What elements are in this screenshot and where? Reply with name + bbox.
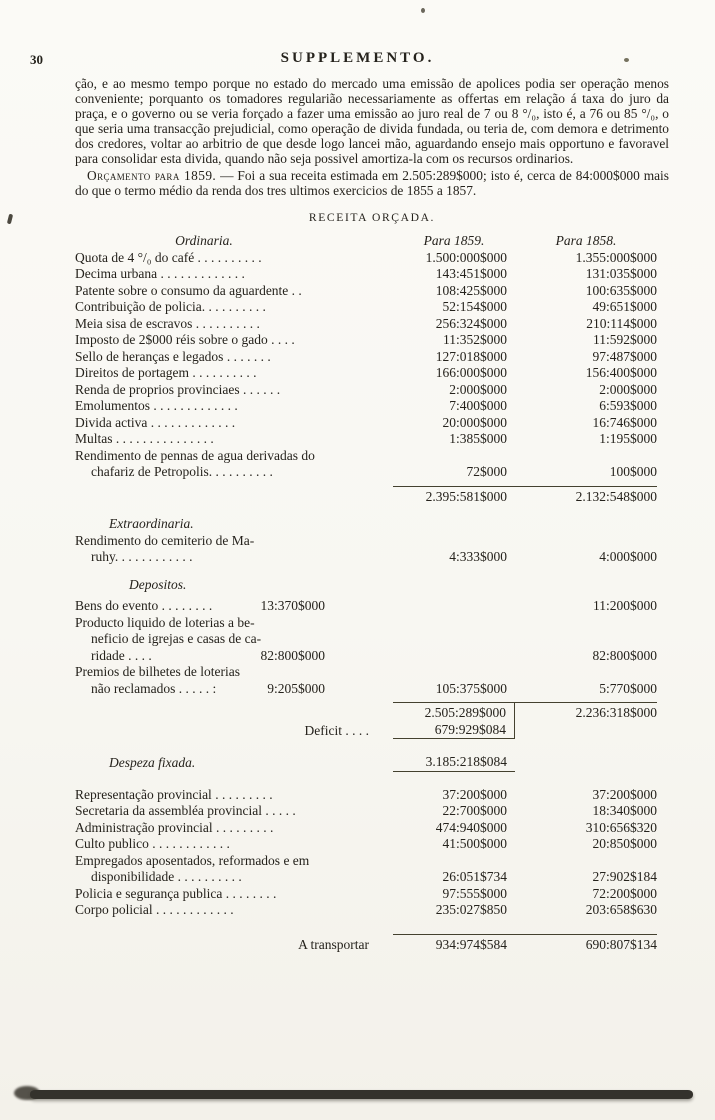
row-label <box>75 598 325 615</box>
row-label-line1: Empregados aposentados, reformados e em <box>75 852 310 868</box>
row-label-line1: Rendimento do cemiterio de Ma- <box>75 532 255 548</box>
row-label <box>75 533 393 566</box>
table-row <box>75 431 669 448</box>
amount-1858: 82:800$000 <box>592 647 657 663</box>
amount-1859: 37:200$000 <box>442 786 507 802</box>
section-heading-depositos <box>75 577 669 594</box>
amount-1858: 1.355:000$000 <box>575 249 657 265</box>
amount-1858: 310:656$320 <box>585 819 657 835</box>
amount-1858: 20:850$000 <box>592 836 657 851</box>
table-row <box>75 266 669 283</box>
row-label: Emolumentos . . . . . . . . . . . . . <box>75 398 238 413</box>
row-label: Renda de proprios provinciaes . . . . . . <box>75 381 281 397</box>
orcamento-paragraph <box>75 168 669 198</box>
amount-1859: 97:555$000 <box>442 885 507 901</box>
table-row <box>75 349 669 366</box>
row-label <box>75 615 325 665</box>
row-label-line2: ruhy. . . . . . . . . . . . <box>91 549 193 564</box>
row-label-line1: Producto liquido de loterias a be- <box>75 614 255 630</box>
total-1858: 2.236:318$000 <box>515 702 657 722</box>
amount-1858: 203:658$630 <box>585 902 657 917</box>
row-label <box>75 448 393 481</box>
page-content <box>75 76 669 953</box>
scan-speck <box>624 58 629 62</box>
section-heading-label: Extraordinaria. <box>109 516 194 531</box>
amount-1859: 4:333$000 <box>449 549 507 564</box>
table-row <box>75 836 669 853</box>
table-row <box>75 615 669 665</box>
transport-1858: 690:807$134 <box>515 934 657 954</box>
amount-1858: 37:200$000 <box>592 786 657 802</box>
amount-1859: 1.500:000$000 <box>425 249 507 265</box>
amount-1859: 11:352$000 <box>443 332 507 347</box>
row-label: Imposto de 2$000 réis sobre o gado . . . . <box>75 332 295 347</box>
amount-1858: 97:487$000 <box>592 348 657 364</box>
transport-label: A transportar <box>298 936 369 952</box>
row-label <box>75 853 393 886</box>
amount-1858: 72:200$000 <box>592 885 657 901</box>
amount-1859: 52:154$000 <box>442 299 507 314</box>
section-title-receita-orcada: RECEITA ORÇADA. <box>308 211 436 224</box>
subtotal-row <box>75 486 669 506</box>
budget-table <box>75 233 669 953</box>
deposit-amount: 13:370$000 <box>260 598 325 613</box>
amount-1858: 11:200$000 <box>593 598 657 613</box>
table-row <box>75 902 669 919</box>
row-label: Corpo policial . . . . . . . . . . . . <box>75 902 234 917</box>
amount-1859: 235:027$850 <box>435 902 507 917</box>
despeza-total: 3.185:218$084 <box>393 754 515 772</box>
table-row <box>75 886 669 903</box>
amount-1858: 16:746$000 <box>592 414 657 430</box>
subtotal-1859: 2.395:581$000 <box>393 486 515 506</box>
amount-1858: 100$000 <box>609 464 657 479</box>
scan-bottom-edge <box>30 1090 693 1099</box>
row-label-line1: Premios de bilhetes de loterias <box>75 664 240 679</box>
intro-paragraph: ção, e ao mesmo tempo porque no estado do mercado uma emissão de apolices podia ser operação menos conveniente; porquanto os tomadores regularião necessariamente as offertas em relação á taxa do juro da praça, e o governo ou se veria forçado a fazer uma emissão ao juro real de 7 ou 8 °/₀, isto é, a 76 ou 85 °/₀, o que seria uma transacção prejudicial, como operação de divida fundada, ou teria de, com demora e detrimento dos credores, voltar ao arbitrio de que desde logo lancei mão, aguardando ensejo mais opportuno e favoravel para consolidar esta divida, quando não seja possivel amortiza-la com os recursos ordinarios. <box>75 76 669 166</box>
amount-1859: 7:400$000 <box>449 398 507 413</box>
deposit-amount: 82:800$000 <box>260 647 325 663</box>
amount-1859: 26:051$734 <box>442 869 507 884</box>
amount-1858: 100:635$000 <box>585 282 657 298</box>
deficit-label: Deficit . . . . <box>304 722 369 738</box>
row-label: Secretaria da assembléa provincial . . . . . <box>75 803 296 818</box>
amount-1858: 156:400$000 <box>585 365 657 380</box>
scan-speck <box>7 214 13 225</box>
total-row <box>75 702 669 722</box>
transport-1859: 934:974$584 <box>393 934 515 954</box>
page-number: 30 <box>30 52 43 67</box>
amount-1858: 131:035$000 <box>585 266 657 281</box>
amount-1858: 49:651$000 <box>592 299 657 314</box>
despeza-header-row <box>75 754 669 772</box>
table-row <box>75 316 669 333</box>
amount-1859: 72$000 <box>466 464 507 479</box>
amount-1858: 2:000$000 <box>599 381 657 397</box>
section-heading-extraordinaria <box>75 516 669 533</box>
transport-row <box>75 934 669 954</box>
table-row <box>75 820 669 837</box>
table-header-row <box>75 233 669 250</box>
section-heading-label: Depositos. <box>129 576 187 592</box>
row-label: Administração provincial . . . . . . . . . <box>75 819 274 835</box>
row-label: Patente sobre o consumo da aguardente . . <box>75 282 302 298</box>
amount-1859: 143:451$000 <box>435 266 507 281</box>
row-label: Policia e segurança publica . . . . . . . . <box>75 885 277 901</box>
total-1859: 2.505:289$000 <box>393 702 515 722</box>
amount-1859: 108:425$000 <box>435 282 507 298</box>
table-row <box>75 853 669 886</box>
amount-1859: 105:375$000 <box>435 680 507 696</box>
row-label-line2: neficio de igrejas e casas de ca- <box>91 631 262 646</box>
table-row <box>75 598 669 615</box>
deposit-amount: 9:205$000 <box>267 680 325 696</box>
table-row <box>75 398 669 415</box>
amount-1858: 210:114$000 <box>586 315 657 331</box>
amount-1858: 18:340$000 <box>592 803 657 818</box>
deficit-value: 679:929$084 <box>393 722 515 740</box>
row-label-line2: chafariz de Petropolis. . . . . . . . . . <box>91 464 273 479</box>
amount-1859: 20:000$000 <box>442 414 507 430</box>
row-label <box>75 664 325 697</box>
amount-1859: 41:500$000 <box>442 836 507 851</box>
row-label: Quota de 4 °/₀ do café . . . . . . . . . . <box>75 249 262 265</box>
row-label-line2: não reclamados . . . . . : <box>91 680 217 696</box>
table-row <box>75 664 669 697</box>
table-row <box>75 332 669 349</box>
row-label: Sello de heranças e legados . . . . . . . <box>75 348 271 364</box>
row-label-line2: disponibilidade . . . . . . . . . . <box>91 869 242 884</box>
table-row <box>75 382 669 399</box>
amount-1859: 256:324$000 <box>435 315 507 331</box>
orcamento-text: — Foi a sua receita estimada em 2.505:289$000; isto é, cerca de 84:000$000 mais do que o termo médio da renda dos tres ultimos exercicios de 1855 a 1857. <box>75 168 669 198</box>
table-row <box>75 415 669 432</box>
row-label: Divida activa . . . . . . . . . . . . . <box>75 414 236 430</box>
section-heading-despeza: Despeza fixada. <box>109 755 196 770</box>
row-label-line1: Rendimento de pennas de agua derivadas do <box>75 447 315 463</box>
row-label-line3: ridade . . . . <box>91 647 152 663</box>
table-row <box>75 533 669 566</box>
table-row <box>75 365 669 382</box>
amount-1858: 4:000$000 <box>599 549 657 564</box>
row-label: Direitos de portagem . . . . . . . . . . <box>75 365 257 380</box>
row-label: Decima urbana . . . . . . . . . . . . . <box>75 266 245 281</box>
table-row <box>75 803 669 820</box>
amount-1859: 22:700$000 <box>442 803 507 818</box>
scan-speck <box>421 8 425 13</box>
amount-1859: 127:018$000 <box>435 348 507 364</box>
row-label: Representação provincial . . . . . . . . . <box>75 786 273 802</box>
column-header-1859: Para 1859. <box>423 233 485 248</box>
amount-1859: 1:385$000 <box>449 431 507 446</box>
running-header: SUPPLEMENTO. <box>280 50 435 66</box>
row-label: Culto publico . . . . . . . . . . . . <box>75 836 230 851</box>
amount-1858: 11:592$000 <box>593 332 657 347</box>
amount-1858: 1:195$000 <box>599 431 657 446</box>
table-row <box>75 250 669 267</box>
column-header-1858: Para 1858. <box>555 233 617 248</box>
amount-1858: 5:770$000 <box>599 680 657 696</box>
subtotal-1858: 2.132:548$000 <box>515 486 657 506</box>
table-row <box>75 299 669 316</box>
row-label: Contribuição de policia. . . . . . . . . . <box>75 299 266 314</box>
table-row <box>75 787 669 804</box>
amount-1859: 166:000$000 <box>435 365 507 380</box>
deficit-row <box>75 722 669 740</box>
amount-1859: 474:940$000 <box>435 819 507 835</box>
column-header-ordinaria: Ordinaria. <box>175 233 233 248</box>
orcamento-lead: Orçamento para 1859. <box>87 168 217 183</box>
table-row <box>75 448 669 481</box>
amount-1858: 6:593$000 <box>599 398 657 413</box>
amount-1858: 27:902$184 <box>592 869 657 884</box>
amount-1859: 2:000$000 <box>449 381 507 397</box>
row-label: Multas . . . . . . . . . . . . . . . <box>75 431 214 446</box>
row-label: Meia sisa de escravos . . . . . . . . . . <box>75 315 260 331</box>
table-row <box>75 283 669 300</box>
row-label-text: Bens do evento . . . . . . . . <box>75 598 213 613</box>
